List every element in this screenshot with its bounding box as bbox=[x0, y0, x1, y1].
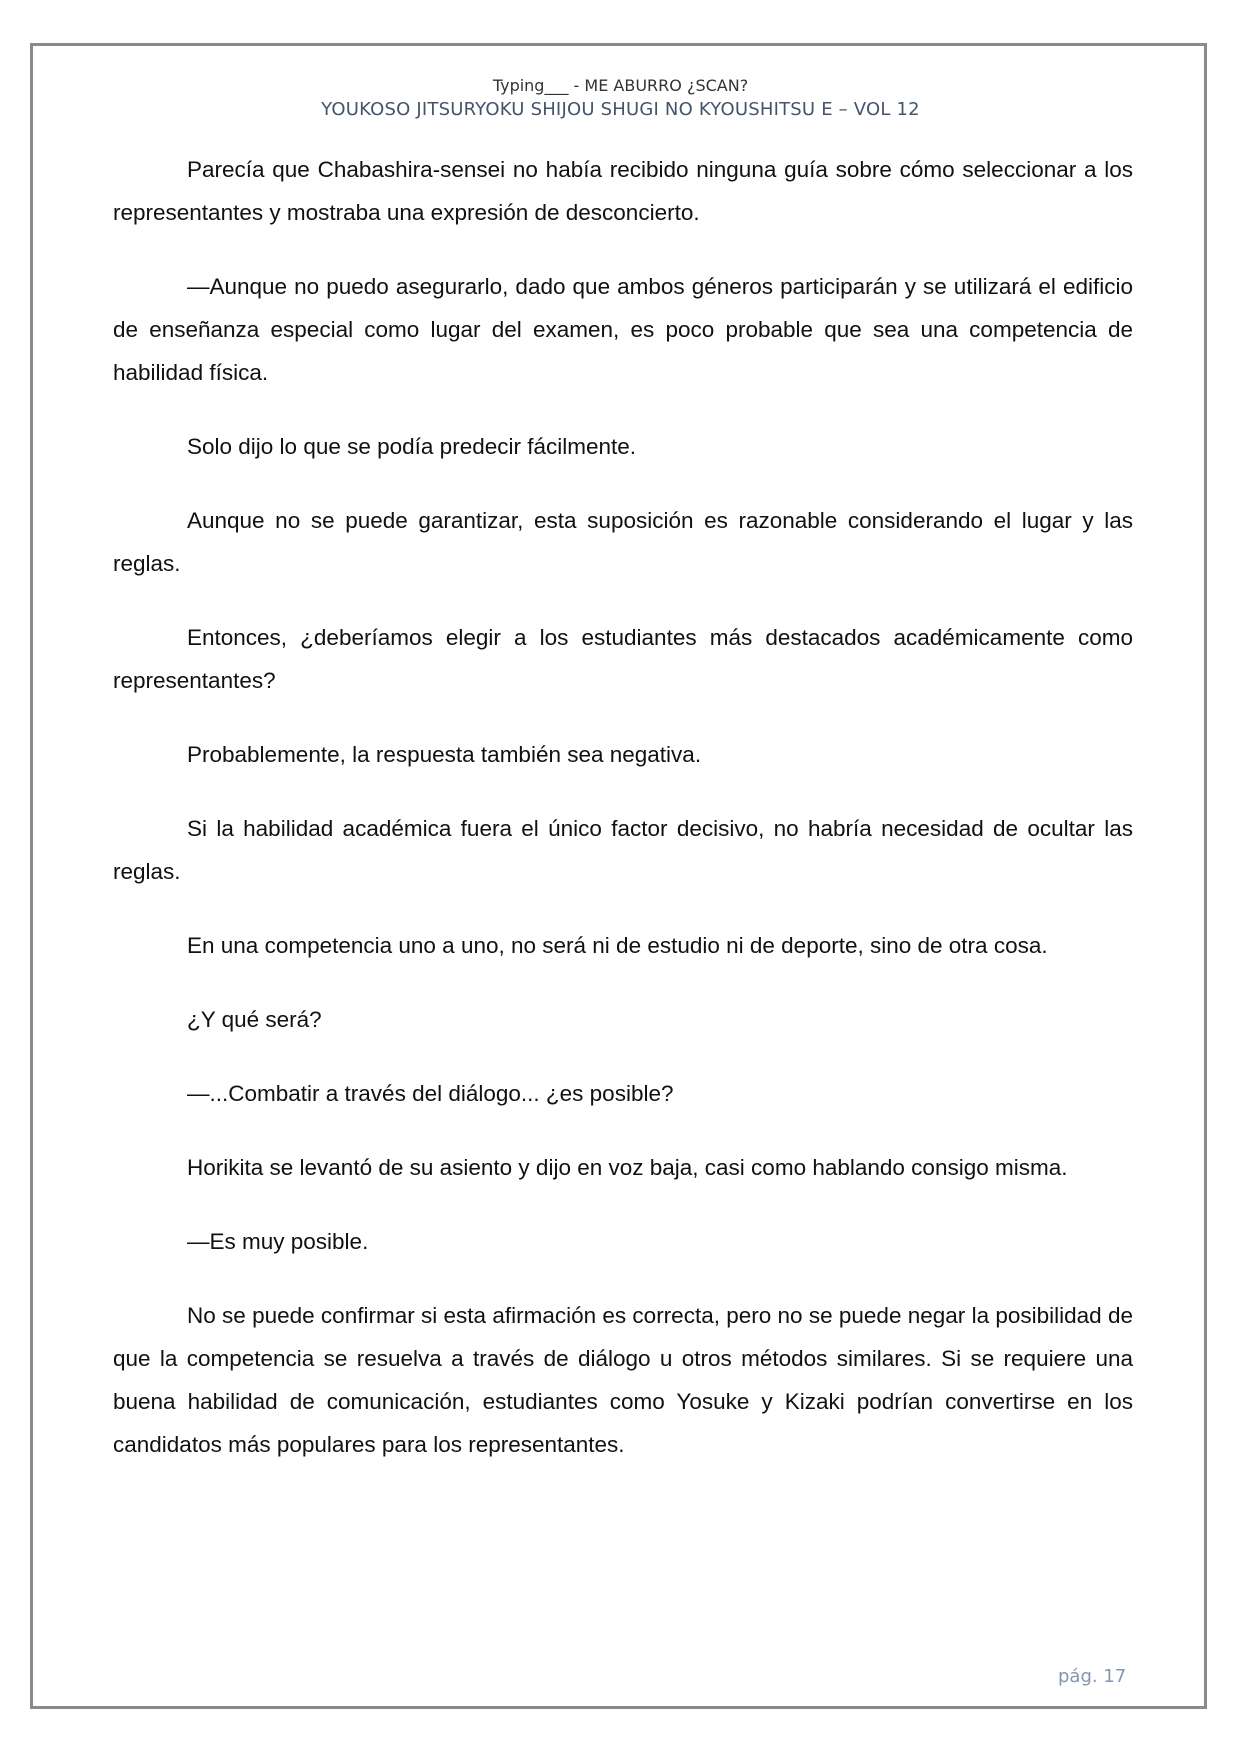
paragraph: —Es muy posible. bbox=[187, 1229, 369, 1254]
paragraph: Probablemente, la respuesta también sea negativa. bbox=[187, 742, 702, 767]
paragraph: Si la habilidad académica fuera el único factor decisivo, no habría necesidad de ocultar las reglas. bbox=[113, 816, 1133, 884]
paragraph: ¿Y qué será? bbox=[187, 1007, 322, 1032]
paragraph: En una competencia uno a uno, no será ni de estudio ni de deporte, sino de otra cosa. bbox=[187, 933, 1048, 958]
paragraph: —Aunque no puedo asegurarlo, dado que ambos géneros participarán y se utilizará el edificio de enseñanza especial como lugar del examen, es poco probable que sea una competencia de habilidad física. bbox=[113, 274, 1133, 385]
page-number: pág. 17 bbox=[1058, 1666, 1127, 1687]
paragraph: Solo dijo lo que se podía predecir fácilmente. bbox=[187, 434, 637, 459]
paragraph: Entonces, ¿deberíamos elegir a los estudiantes más destacados académicamente como representantes? bbox=[113, 625, 1133, 693]
paragraph: —...Combatir a través del diálogo... ¿es posible? bbox=[187, 1081, 674, 1106]
paragraph: Aunque no se puede garantizar, esta suposición es razonable considerando el lugar y las reglas. bbox=[113, 508, 1133, 576]
header-credit: Typing___ - ME ABURRO ¿SCAN? bbox=[492, 76, 749, 95]
body-text bbox=[113, 148, 1133, 1497]
header-title: YOUKOSO JITSURYOKU SHIJOU SHUGI NO KYOUSHITSU E – VOL 12 bbox=[321, 99, 920, 120]
page-header bbox=[0, 75, 1241, 123]
paragraph: No se puede confirmar si esta afirmación es correcta, pero no se puede negar la posibilidad de que la competencia se resuelva a través de diálogo u otros métodos similares. Si se requiere una buena habilidad de comunicación, estudiantes como Yosuke y Kizaki podrían convertirse en los candidatos más populares para los representantes. bbox=[113, 1303, 1133, 1457]
paragraph: Parecía que Chabashira-sensei no había recibido ninguna guía sobre cómo seleccionar a los representantes y mostraba una expresión de desconcierto. bbox=[113, 157, 1133, 225]
paragraph: Horikita se levantó de su asiento y dijo en voz baja, casi como hablando consigo misma. bbox=[187, 1155, 1068, 1180]
